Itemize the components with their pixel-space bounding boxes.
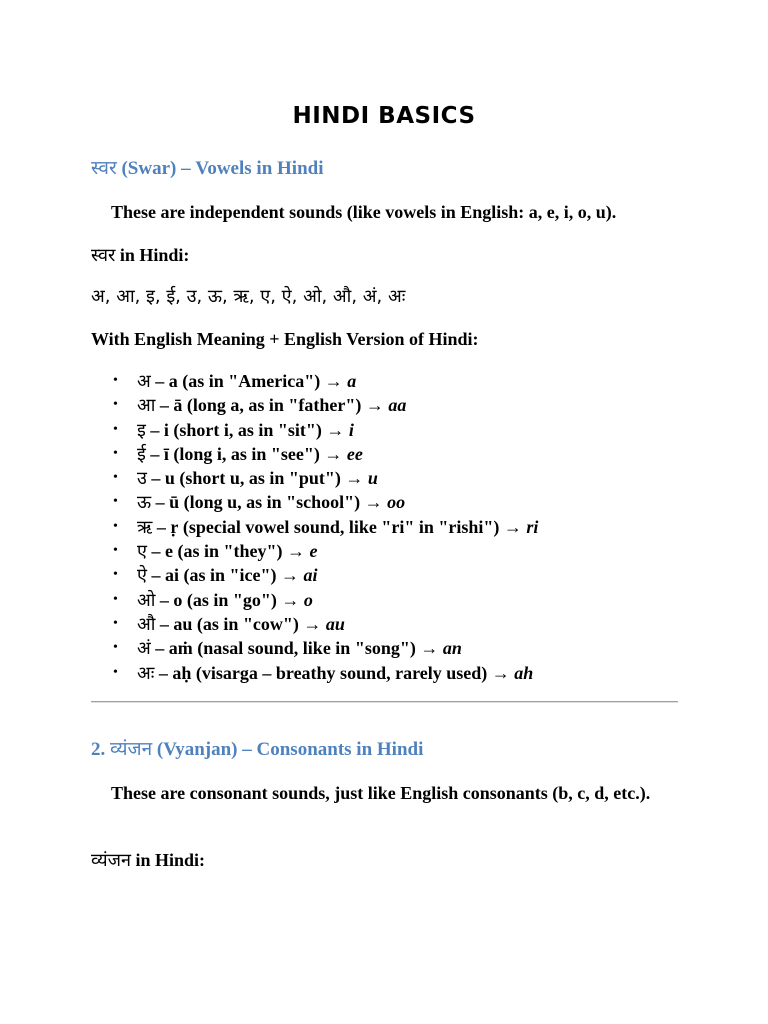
vowel-english: oo: [387, 492, 406, 513]
vowel-script: अं: [137, 638, 151, 660]
vowel-english: ri: [526, 516, 539, 537]
list-item: [91, 661, 538, 685]
vowels-label-text: in Hindi:: [115, 245, 190, 265]
bullet: •: [113, 494, 118, 510]
vowels-label: [91, 243, 681, 268]
list-item: [91, 466, 538, 490]
vowel-english: au: [325, 613, 345, 634]
vowel-line: [91, 284, 681, 309]
vowel-description: – o (as in "go") →: [155, 589, 304, 610]
vowels-heading-script: स्वर: [91, 157, 117, 179]
list-item: [91, 418, 538, 442]
vowels-label-script: स्वर: [91, 245, 116, 266]
list-item: [91, 612, 538, 636]
consonants-intro: These are consonant sounds, just like English consonants (b, c, d, etc.).: [111, 783, 651, 803]
consonants-heading: [91, 735, 423, 761]
consonants-label: [91, 848, 681, 873]
list-item: [91, 369, 538, 393]
meaning-heading: With English Meaning + English Version of Hindi:: [91, 329, 479, 349]
vowel-description: – i (short i, as in "sit") →: [145, 419, 349, 440]
bullet: •: [113, 373, 118, 388]
vowels-heading-text: (Swar) – Vowels in Hindi: [116, 158, 324, 179]
bullet: •: [113, 397, 118, 413]
vowel-description: – aṁ (nasal sound, like in "song") →: [150, 638, 443, 659]
vowel-description: – ī (long i, as in "see") →: [145, 443, 347, 464]
vowel-english: an: [442, 638, 462, 659]
vowel-script: ऐ: [137, 565, 147, 587]
bullet: •: [113, 543, 118, 559]
vowel-script: ऊ: [137, 492, 152, 514]
list-item: [91, 515, 538, 539]
vowel-list: [91, 369, 538, 685]
vowel-script: औ: [137, 613, 156, 635]
vowel-description: – ū (long u, as in "school") →: [151, 492, 388, 513]
list-item: [91, 563, 538, 587]
vowel-description: – au (as in "cow") →: [155, 613, 326, 634]
vowel-script: आ: [137, 395, 156, 417]
list-item: [91, 442, 538, 466]
horizontal-divider: [91, 701, 678, 703]
vowel-script: ओ: [137, 589, 156, 611]
bullet: •: [113, 591, 118, 607]
document-title: HINDI BASICS: [292, 103, 476, 129]
vowels-intro: These are independent sounds (like vowels in English: a, e, i, o, u).: [111, 202, 617, 222]
vowel-description: – u (short u, as in "put") →: [146, 468, 368, 489]
vowel-english: ee: [346, 443, 363, 464]
vowel-description: – ai (as in "ice") →: [146, 565, 304, 586]
vowel-description: – e (as in "they") →: [146, 541, 310, 562]
vowel-english: u: [367, 468, 378, 489]
bullet: •: [113, 445, 118, 461]
vowel-script: ऋ: [137, 516, 153, 538]
vowel-english: i: [348, 419, 354, 440]
bullet: •: [113, 640, 118, 656]
consonants-heading-script: व्यंजन: [110, 738, 153, 760]
vowels-heading: [91, 154, 323, 180]
consonants-label-script: व्यंजन: [91, 850, 131, 871]
bullet: •: [113, 421, 118, 437]
vowel-english: aa: [388, 395, 407, 416]
consonants-label-text: in Hindi:: [130, 850, 205, 870]
vowel-description: – ṛ (special vowel sound, like "ri" in "rishi") →: [152, 516, 527, 537]
consonants-heading-number: 2.: [91, 739, 110, 760]
vowel-english: a: [347, 371, 357, 391]
vowel-description: – aḥ (visarga – breathy sound, rarely used) →: [154, 662, 515, 683]
vowel-script: अः: [137, 662, 155, 684]
list-item: [91, 393, 538, 417]
bullet: •: [113, 615, 118, 631]
list-item: [91, 539, 538, 563]
vowel-english: e: [309, 541, 318, 562]
vowel-description: – a (as in "America") →: [150, 371, 348, 391]
bullet: •: [113, 518, 118, 534]
consonants-heading-text: (Vyanjan) – Consonants in Hindi: [152, 739, 424, 760]
vowel-english: o: [303, 589, 313, 610]
vowel-description: – ā (long a, as in "father") →: [155, 395, 389, 416]
list-item: [91, 490, 538, 514]
vowel-line-text: अ, आ, इ, ई, उ, ऊ, ऋ, ए, ऐ, ओ, औ, अं, अः: [91, 286, 406, 307]
vowel-script: इ: [137, 419, 146, 441]
bullet: •: [113, 470, 118, 486]
list-item: [91, 636, 538, 660]
vowel-script: उ: [137, 468, 147, 490]
vowel-english: ai: [303, 565, 318, 586]
vowel-script: अ: [137, 371, 151, 392]
vowel-script: ए: [137, 541, 147, 563]
vowel-script: ई: [137, 443, 146, 465]
bullet: •: [113, 664, 118, 680]
bullet: •: [113, 567, 118, 583]
vowel-english: ah: [514, 662, 534, 683]
list-item: [91, 588, 538, 612]
